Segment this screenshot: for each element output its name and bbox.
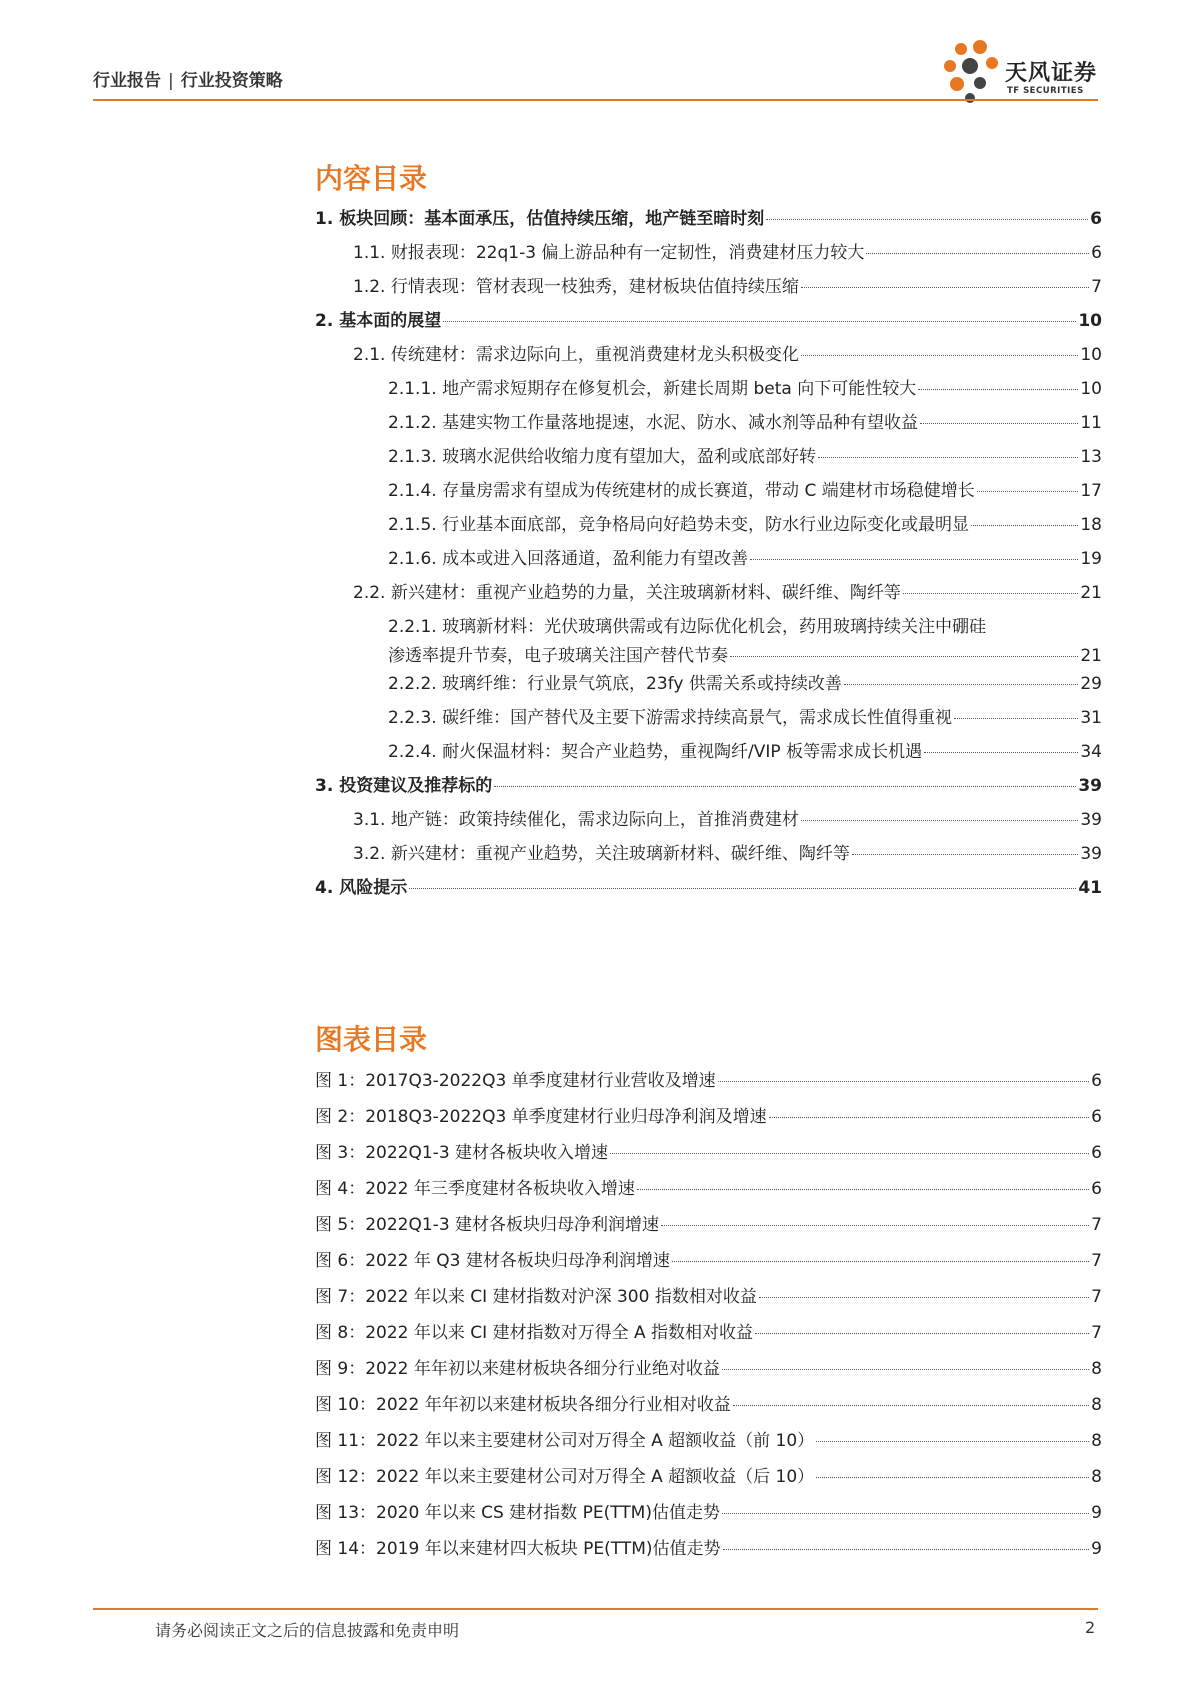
dot-leader — [852, 854, 1079, 855]
toc-entry-page: 6 — [1090, 209, 1102, 229]
figure-entry-page: 8 — [1091, 1467, 1102, 1487]
toc-entry-page: 39 — [1080, 844, 1102, 864]
toc-entry-label: 2.2.1. 玻璃新材料：光伏玻璃供需或有边际优化机会，药用玻璃持续关注中硼硅 — [388, 617, 987, 637]
toc-entry[interactable] — [315, 771, 1102, 796]
figure-entry[interactable] — [315, 1390, 1102, 1415]
figure-entry-page: 6 — [1091, 1071, 1102, 1091]
toc-entry-label: 3.1. 地产链：政策持续催化，需求边际向上，首推消费建材 — [353, 810, 799, 830]
dot-leader — [844, 684, 1079, 685]
figure-entry-label: 图 4：2022 年三季度建材各板块收入增速 — [315, 1179, 635, 1199]
figure-entry[interactable] — [315, 1354, 1102, 1379]
figure-entry-label: 图 6：2022 年 Q3 建材各板块归母净利润增速 — [315, 1251, 670, 1271]
figure-entry[interactable] — [315, 1462, 1102, 1487]
page-number: 2 — [1085, 1618, 1096, 1637]
dot-leader — [755, 1333, 1089, 1334]
figure-entry-label: 图 13：2020 年以来 CS 建材指数 PE(TTM)估值走势 — [315, 1503, 720, 1523]
figure-entry-label: 图 2：2018Q3-2022Q3 单季度建材行业归母净利润及增速 — [315, 1107, 767, 1127]
toc-entry-page: 39 — [1078, 776, 1102, 796]
toc-entry-page: 21 — [1080, 583, 1102, 603]
toc-entry-label: 2.2. 新兴建材：重视产业趋势的力量，关注玻璃新材料、碳纤维、陶纤等 — [353, 583, 901, 603]
figure-entry-label: 图 7：2022 年以来 CI 建材指数对沪深 300 指数相对收益 — [315, 1287, 757, 1307]
toc-entry-page: 13 — [1080, 447, 1102, 467]
dot-leader — [443, 321, 1076, 322]
figure-entry-page: 8 — [1091, 1431, 1102, 1451]
figure-entry-label: 图 12：2022 年以来主要建材公司对万得全 A 超额收益（后 10） — [315, 1467, 815, 1487]
header-separator: | — [168, 71, 174, 91]
dot-leader — [866, 253, 1089, 254]
dot-leader — [801, 287, 1089, 288]
figure-entry-page: 9 — [1091, 1539, 1102, 1559]
figure-entry[interactable] — [315, 1066, 1102, 1091]
dot-leader — [977, 491, 1079, 492]
toc-entry-label: 2.1.5. 行业基本面底部，竞争格局向好趋势未变，防水行业边际变化或最明显 — [388, 515, 970, 535]
figure-entry-page: 7 — [1091, 1287, 1102, 1307]
header-divider — [93, 99, 1098, 101]
dot-leader — [722, 1513, 1089, 1514]
dot-leader — [903, 593, 1079, 594]
toc-entry-label: 4. 风险提示 — [315, 878, 408, 898]
figure-entry-page: 7 — [1091, 1323, 1102, 1343]
figure-entry[interactable] — [315, 1246, 1102, 1271]
figure-entry[interactable] — [315, 1210, 1102, 1235]
toc-entry-page: 18 — [1080, 515, 1102, 535]
figure-entry-page: 6 — [1091, 1143, 1102, 1163]
toc-entry-label: 3.2. 新兴建材：重视产业趋势，关注玻璃新材料、碳纤维、陶纤等 — [353, 844, 850, 864]
toc-entry[interactable] — [315, 510, 1102, 535]
dot-leader — [759, 1297, 1089, 1298]
toc-entry-page: 11 — [1080, 413, 1102, 433]
toc-entry[interactable] — [315, 408, 1102, 433]
toc-entry-label: 2.2.4. 耐火保温材料：契合产业趋势，重视陶纤/VIP 板等需求成长机遇 — [388, 742, 923, 762]
figure-entry-label: 图 1：2017Q3-2022Q3 单季度建材行业营收及增速 — [315, 1071, 716, 1091]
dot-leader — [672, 1261, 1089, 1262]
footer-disclaimer: 请务必阅读正文之后的信息披露和免责申明 — [155, 1621, 460, 1640]
toc-entry-page: 10 — [1080, 379, 1102, 399]
figure-entry-page: 7 — [1091, 1251, 1102, 1271]
toc-entry[interactable] — [315, 544, 1102, 569]
toc-entry[interactable] — [315, 578, 1102, 603]
toc-entry-page: 10 — [1078, 311, 1102, 331]
toc-entry[interactable] — [315, 340, 1102, 365]
dot-leader — [816, 1441, 1089, 1442]
dot-leader — [801, 820, 1079, 821]
header-subcategory: 行业投资策略 — [180, 71, 283, 91]
figure-entry-label: 图 8：2022 年以来 CI 建材指数对万得全 A 指数相对收益 — [315, 1323, 754, 1343]
dot-leader — [494, 786, 1076, 787]
toc-entry-label: 1.1. 财报表现：22q1-3 偏上游品种有一定韧性，消费建材压力较大 — [353, 243, 865, 263]
figure-entry-label: 图 11：2022 年以来主要建材公司对万得全 A 超额收益（前 10） — [315, 1431, 815, 1451]
figure-entry-page: 6 — [1091, 1107, 1102, 1127]
toc-entry-page: 10 — [1080, 345, 1102, 365]
logo-subtitle: TF SECURITIES — [1007, 86, 1084, 96]
toc-entry[interactable] — [315, 839, 1102, 864]
toc-entry[interactable] — [315, 476, 1102, 501]
toc-entry[interactable] — [315, 306, 1102, 331]
dot-leader — [918, 389, 1078, 390]
figure-entry[interactable] — [315, 1534, 1102, 1559]
figure-entry-page: 8 — [1091, 1359, 1102, 1379]
toc-entry[interactable] — [315, 805, 1102, 830]
toc-entry-label: 2.2.2. 玻璃纤维：行业景气筑底，23fy 供需关系或持续改善 — [388, 674, 842, 694]
report-header — [93, 66, 283, 91]
toc-entry-label: 2.1.3. 玻璃水泥供给收缩力度有望加大，盈利或底部好转 — [388, 447, 817, 467]
figure-entry-label: 图 14：2019 年以来建材四大板块 PE(TTM)估值走势 — [315, 1539, 721, 1559]
header-category: 行业报告 — [93, 71, 161, 91]
figure-entry-page: 6 — [1091, 1179, 1102, 1199]
dot-leader — [661, 1225, 1089, 1226]
toc-entry[interactable] — [315, 374, 1102, 399]
toc-entry[interactable] — [315, 272, 1102, 297]
toc-entry-label: 1.2. 行情表现：管材表现一枝独秀，建材板块估值持续压缩 — [353, 277, 799, 297]
dot-leader — [766, 219, 1088, 220]
figure-entry-label: 图 10：2022 年年初以来建材板块各细分行业相对收益 — [315, 1395, 731, 1415]
toc-entry-page: 29 — [1080, 674, 1102, 694]
dot-leader — [954, 718, 1078, 719]
figure-entry[interactable] — [315, 1102, 1102, 1127]
toc-entry-page: 31 — [1080, 708, 1102, 728]
toc-entry-page: 7 — [1091, 277, 1102, 297]
toc-entry[interactable] — [315, 703, 1102, 728]
logo-wordmark: 天风证券 — [1005, 61, 1098, 86]
toc-entry[interactable] — [315, 873, 1102, 898]
figure-entry-page: 7 — [1091, 1215, 1102, 1235]
toc-entry-label: 2.1.1. 地产需求短期存在修复机会，新建长周期 beta 向下可能性较大 — [388, 379, 917, 399]
dot-leader — [924, 752, 1078, 753]
dot-leader — [637, 1189, 1089, 1190]
dot-leader — [723, 1549, 1090, 1550]
toc-entry-label: 1. 板块回顾：基本面承压，估值持续压缩，地产链至暗时刻 — [315, 209, 765, 229]
toc-entry[interactable] — [315, 442, 1102, 467]
toc-entry[interactable] — [315, 612, 1102, 666]
figure-entry[interactable] — [315, 1426, 1102, 1451]
toc-title: 内容目录 — [315, 162, 428, 195]
toc-entry-page: 19 — [1080, 549, 1102, 569]
dot-leader — [816, 1477, 1089, 1478]
toc-entry[interactable] — [315, 669, 1102, 694]
figure-entry[interactable] — [315, 1138, 1102, 1163]
toc-entry-label: 2.2.3. 碳纤维：国产替代及主要下游需求持续高景气，需求成长性值得重视 — [388, 708, 953, 728]
figure-entry-page: 9 — [1091, 1503, 1102, 1523]
toc-entry-label: 2.1. 传统建材：需求边际向上，重视消费建材龙头积极变化 — [353, 345, 799, 365]
figure-entry-label: 图 3：2022Q1-3 建材各板块收入增速 — [315, 1143, 609, 1163]
figure-entry[interactable] — [315, 1174, 1102, 1199]
dot-leader — [920, 423, 1078, 424]
figure-entry-page: 8 — [1091, 1395, 1102, 1415]
toc-entry-label: 3. 投资建议及推荐标的 — [315, 776, 493, 796]
dot-leader — [971, 525, 1078, 526]
toc-entry-label: 2.1.2. 基建实物工作量落地提速，水泥、防水、减水剂等品种有望收益 — [388, 413, 919, 433]
toc-entry-label: 2.1.6. 成本或进入回落通道，盈利能力有望改善 — [388, 549, 749, 569]
toc-entry-page: 39 — [1080, 810, 1102, 830]
toc-entry-label-continued: 渗透率提升节奏，电子玻璃关注国产替代节奏 — [388, 646, 728, 666]
toc-entry-page: 6 — [1091, 243, 1102, 263]
dot-leader — [610, 1153, 1089, 1154]
dot-leader — [818, 457, 1078, 458]
figure-entry-label: 图 5：2022Q1-3 建材各板块归母净利润增速 — [315, 1215, 660, 1235]
dot-leader — [722, 1369, 1089, 1370]
dot-leader — [801, 355, 1079, 356]
toc-entry-label: 2.1.4. 存量房需求有望成为传统建材的成长赛道，带动 C 端建材市场稳健增长 — [388, 481, 975, 501]
toc-entry-page: 34 — [1080, 742, 1102, 762]
toc-entry[interactable] — [315, 204, 1102, 229]
figure-entry[interactable] — [315, 1282, 1102, 1307]
figure-entry[interactable] — [315, 1318, 1102, 1343]
dot-leader — [769, 1117, 1089, 1118]
toc-entry-page: 41 — [1078, 878, 1102, 898]
toc-entry-page: 21 — [1080, 646, 1102, 666]
toc-entry[interactable] — [315, 737, 1102, 762]
dot-leader — [409, 888, 1076, 889]
dot-leader — [750, 559, 1078, 560]
figures-title: 图表目录 — [315, 1023, 428, 1056]
figure-entry[interactable] — [315, 1498, 1102, 1523]
toc-entry-label: 2. 基本面的展望 — [315, 311, 442, 331]
figure-entry-label: 图 9：2022 年年初以来建材板块各细分行业绝对收益 — [315, 1359, 720, 1379]
dot-leader — [730, 656, 1078, 657]
dot-leader — [733, 1405, 1089, 1406]
dot-leader — [718, 1081, 1089, 1082]
toc-entry-page: 17 — [1080, 481, 1102, 501]
toc-entry[interactable] — [315, 238, 1102, 263]
footer-divider — [93, 1608, 1098, 1610]
